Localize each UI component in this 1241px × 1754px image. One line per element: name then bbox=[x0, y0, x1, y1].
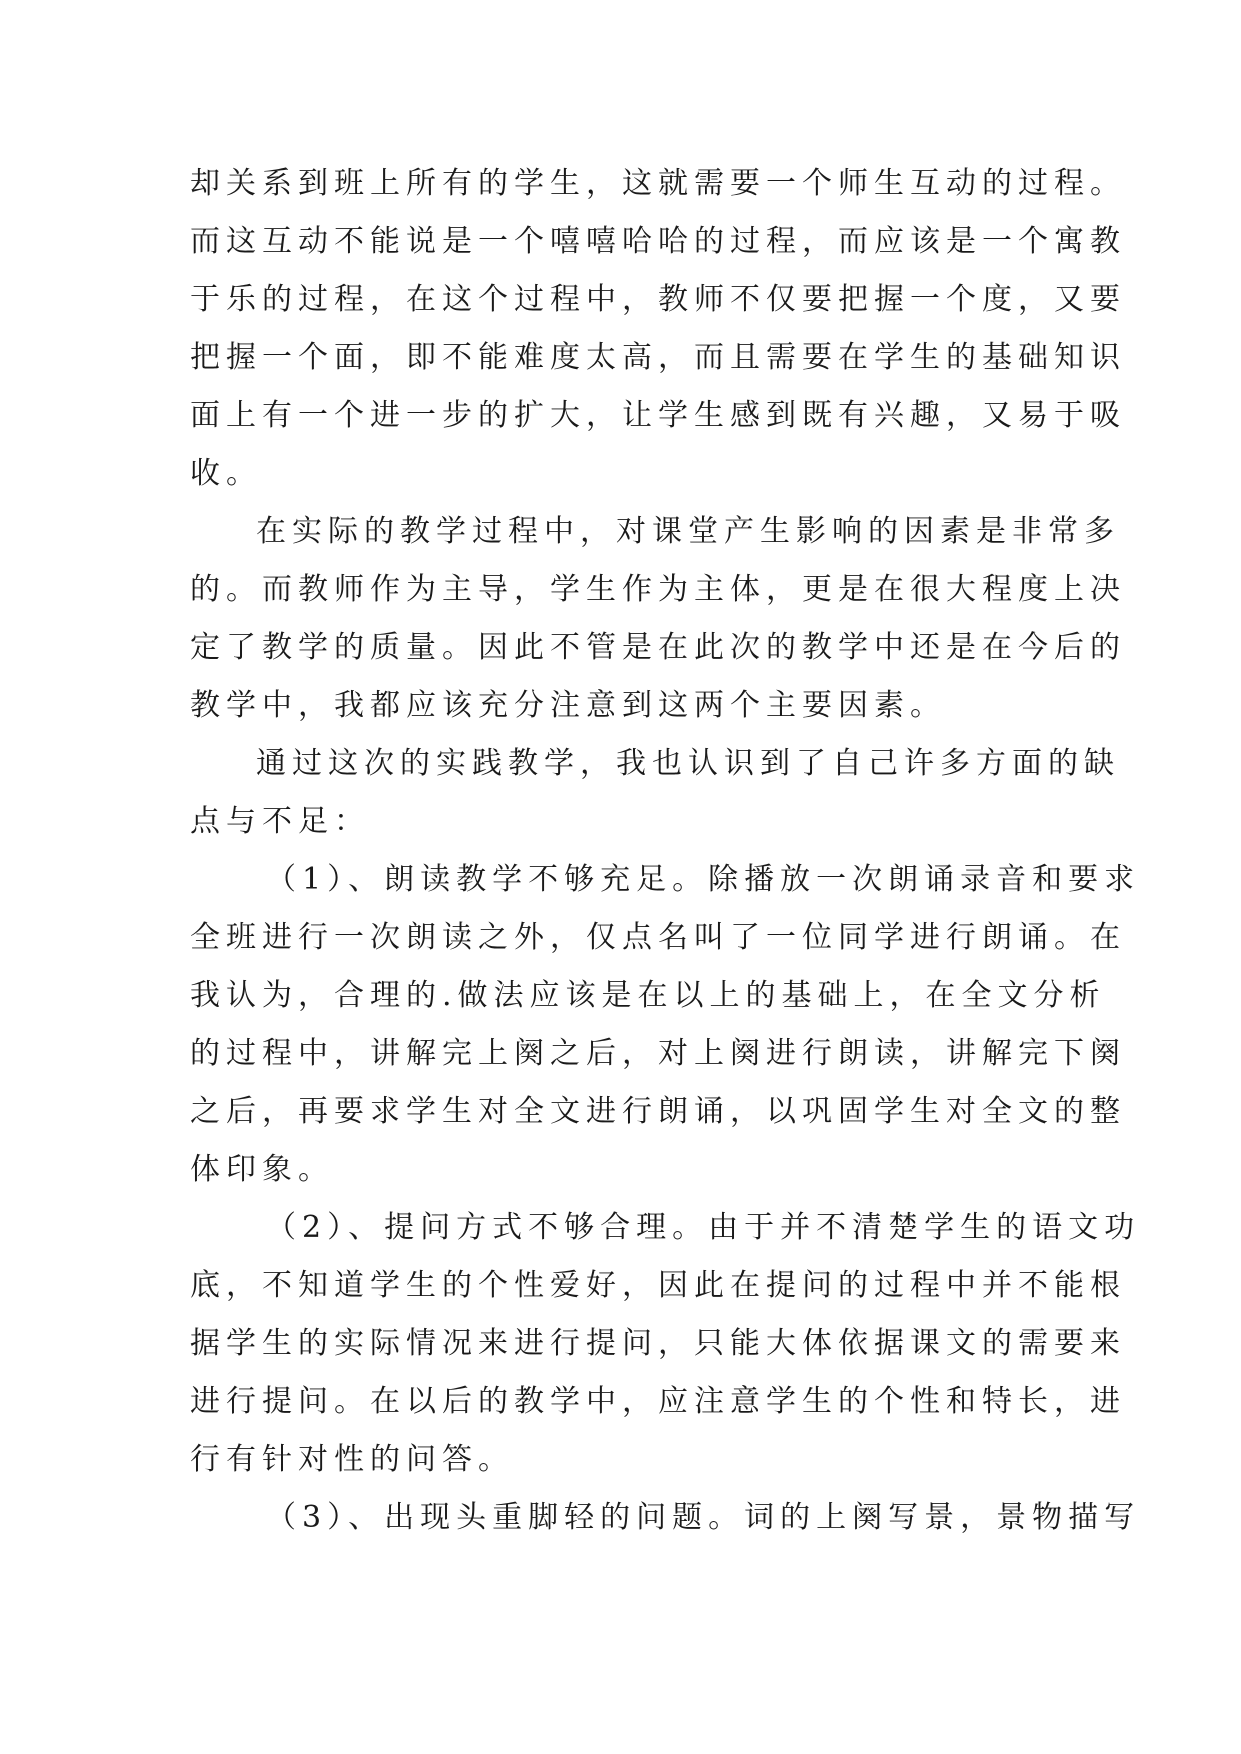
text-line: 的。而教师作为主导，学生作为主体，更是在很大程度上决 bbox=[190, 572, 1126, 607]
text-line: 面上有一个进一步的扩大，让学生感到既有兴趣，又易于吸 bbox=[190, 398, 1126, 433]
text-line: 而这互动不能说是一个嘻嘻哈哈的过程，而应该是一个寓教 bbox=[190, 224, 1126, 259]
text-line: 教学中，我都应该充分注意到这两个主要因素。 bbox=[190, 688, 946, 723]
text-line: 全班进行一次朗读之外，仅点名叫了一位同学进行朗诵。在 bbox=[190, 920, 1126, 955]
text-line: 底，不知道学生的个性爱好，因此在提问的过程中并不能根 bbox=[190, 1268, 1126, 1303]
text-line: 定了教学的质量。因此不管是在此次的教学中还是在今后的 bbox=[190, 630, 1126, 665]
paragraph-start-line: 在实际的教学过程中，对课堂产生影响的因素是非常多 bbox=[256, 514, 1120, 549]
text-line: 把握一个面，即不能难度太高，而且需要在学生的基础知识 bbox=[190, 340, 1126, 375]
text-line: 进行提问。在以后的教学中，应注意学生的个性和特长，进 bbox=[190, 1384, 1126, 1419]
document-body bbox=[190, 155, 1141, 1547]
text-line: 体印象。 bbox=[190, 1152, 334, 1187]
list-item-1-start: （1）、朗读教学不够充足。除播放一次朗诵录音和要求 bbox=[266, 862, 1141, 897]
text-line: 于乐的过程，在这个过程中，教师不仅要把握一个度，又要 bbox=[190, 282, 1126, 317]
text-line: 我认为，合理的.做法应该是在以上的基础上，在全文分析 bbox=[190, 978, 1106, 1013]
text-line: 的过程中，讲解完上阕之后，对上阕进行朗读，讲解完下阕 bbox=[190, 1036, 1126, 1071]
text-line: 行有针对性的问答。 bbox=[190, 1442, 514, 1477]
list-item-2-start: （2）、提问方式不够合理。由于并不清楚学生的语文功 bbox=[266, 1210, 1141, 1245]
text-line: 收。 bbox=[190, 456, 262, 491]
list-item-3-start: （3）、出现头重脚轻的问题。词的上阕写景，景物描写 bbox=[266, 1500, 1141, 1535]
text-line: 之后，再要求学生对全文进行朗诵，以巩固学生对全文的整 bbox=[190, 1094, 1126, 1129]
text-line: 却关系到班上所有的学生，这就需要一个师生互动的过程。 bbox=[190, 166, 1126, 201]
text-line: 据学生的实际情况来进行提问，只能大体依据课文的需要来 bbox=[190, 1326, 1126, 1361]
text-line: 点与不足： bbox=[190, 804, 370, 839]
paragraph-start-line: 通过这次的实践教学，我也认识到了自己许多方面的缺 bbox=[256, 746, 1120, 781]
